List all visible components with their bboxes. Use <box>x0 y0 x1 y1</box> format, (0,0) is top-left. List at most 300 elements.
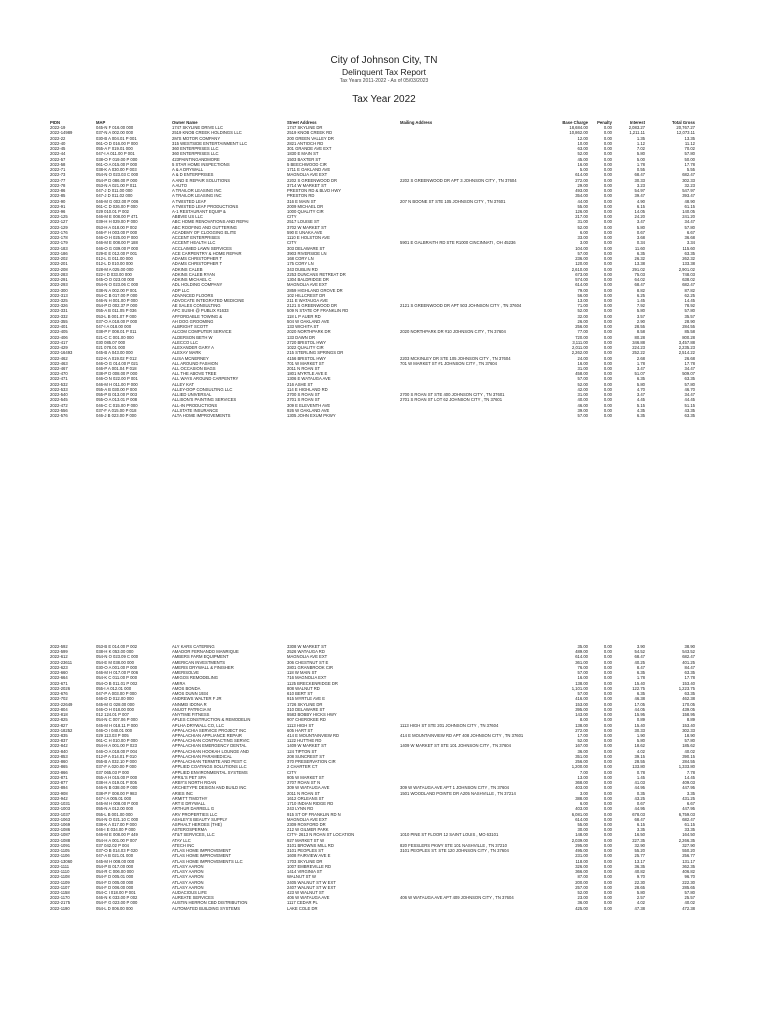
table-cell: 820 FESSLERS PKWY STE 101 NASHVILLE , TN 37210 <box>400 842 507 848</box>
table-cell: 2022-401 <box>50 324 68 330</box>
table-cell: ALTA HOME IMPROVEMENTS <box>172 413 231 419</box>
table-cell: 2022-127 <box>50 219 68 225</box>
table-cell: 30.33 <box>634 177 645 183</box>
table-cell: 2022-23611 <box>50 659 73 665</box>
table-cell: 0.00 <box>603 151 612 157</box>
table-cell: ALLSTATE INSURANCE <box>172 407 219 413</box>
table-cell: 054-N O 023.06 C 000 <box>96 282 139 288</box>
column-header: MAP <box>96 120 106 125</box>
table-cell: APPALACHIAN APPLIANCE REPAIR <box>172 732 242 738</box>
table-cell: 0.00 <box>603 167 612 173</box>
table-cell: 215 STERLING SPRINGS DR <box>287 350 344 356</box>
table-cell: 2022-1087 <box>50 832 71 838</box>
table-cell: 6.15 <box>636 821 645 827</box>
table-cell: 36.68 <box>684 235 695 241</box>
table-cell: 75.03 <box>634 271 645 277</box>
table-cell: 1.12 <box>636 140 645 146</box>
table-cell: 0.00 <box>603 685 612 691</box>
table-cell: 425.00 <box>575 905 588 911</box>
table-cell: 0.00 <box>603 900 612 906</box>
table-cell: 44.95 <box>634 785 645 791</box>
table-cell: 061-O D 016.00 P 000 <box>96 140 138 146</box>
table-cell: 5 BEECHWOOD CIR <box>287 161 327 167</box>
table-cell: 2526 WATAUGA RD <box>287 649 325 655</box>
table-cell: 4.35 <box>636 407 645 413</box>
table-cell: 2022-871 <box>50 774 68 780</box>
table-cell: 44.95 <box>634 806 645 812</box>
table-cell: APLES CONSTRUCTION & REMODELIN <box>172 717 251 723</box>
table-cell: 28.55 <box>634 759 645 765</box>
table-cell: 2022-676 <box>50 691 68 697</box>
table-cell: 0.00 <box>603 801 612 807</box>
table-cell: 2 CHARTER CT <box>287 764 318 770</box>
table-cell: 15.40 <box>634 722 645 728</box>
table-cell: 2202 S GREENWOOD DR APT 3 JOHNSON CITY , TN 37604 <box>400 177 517 183</box>
table-cell: 2011 N ROAN ST <box>287 790 320 796</box>
table-cell: 3308 W MARKET ST <box>287 644 327 649</box>
table-cell: 1,200.00 <box>571 764 588 770</box>
table-cell: 2121 S GREENWOOD DR APT 503 JOHNSON CITY , TN 37604 <box>400 303 522 309</box>
table-cell: 2022-293 <box>50 282 68 288</box>
table-cell: 2821 ANTIOCH RD <box>287 140 324 146</box>
table-cell: 30.00 <box>577 827 588 833</box>
table-cell: 310 DELAWARE ST <box>287 706 325 712</box>
table-cell: 1747 SKYLINE DR <box>287 125 323 131</box>
table-cell: 038-O F 019.00 P 000 <box>96 156 138 162</box>
table-cell: 489.00 <box>575 649 588 655</box>
table-cell: 406 W WATAUGA AVE APT 409 JOHNSON CITY , TN 37604 <box>400 895 514 901</box>
table-cell: 1.90 <box>636 732 645 738</box>
table-cell: 030 085.07 000 <box>96 339 126 345</box>
table-cell: 76.00 <box>577 664 588 670</box>
table-cell: 2,514.22 <box>678 350 695 356</box>
table-cell: 021-C C 001.00 000 <box>96 334 134 340</box>
table-cell: 2701 S ROAN ST <box>287 397 321 403</box>
table-cell: 4.70 <box>636 386 645 392</box>
table-cell: APPALACHIA SERVICE PROJECT INC <box>172 727 247 733</box>
table-cell: 346.88 <box>632 339 645 345</box>
table-cell: 414 E MOUNTAINVIEW RD APT 408 JOHNSON CITY , TN 37601 <box>400 732 524 738</box>
table-cell: 168 CORY LN <box>287 256 314 262</box>
table-cell: 678.03 <box>632 811 645 817</box>
table-cell: 2022-325 <box>50 297 68 303</box>
table-cell: 907 CHEROKEE RD <box>287 717 326 723</box>
table-cell: 1801 MYRTLE AVE E <box>287 371 328 377</box>
table-cell: 047-I A 011.00 P 001 <box>96 151 135 157</box>
table-cell: 2405 WALNUT ST W EXT <box>287 879 336 885</box>
table-cell: 054-P D 086.00 P 000 <box>96 177 138 183</box>
table-cell: 14.45 <box>684 297 695 303</box>
table-cell: 0.00 <box>603 874 612 880</box>
table-cell: 133 DAWN DR <box>287 334 315 340</box>
table-cell: MAGNOLIA AVE EXT <box>287 654 328 660</box>
table-cell: 63.35 <box>684 250 695 256</box>
table-cell: 2022-470 <box>50 371 68 377</box>
table-cell: AMERISOLVE <box>172 670 199 676</box>
table-cell: 2,901.02 <box>678 266 695 272</box>
table-cell: 2022-877 <box>50 780 68 786</box>
table-cell: ALLEY-OOP CONSULTING LLC <box>172 386 233 392</box>
table-cell: 7.92 <box>636 303 645 309</box>
table-cell: 045-M H 018.11 P 000 <box>96 722 138 728</box>
table-cell: 39.00 <box>577 407 588 413</box>
table-cell: 2022-355 <box>50 318 68 324</box>
table-cell: 2022-835 <box>50 732 68 738</box>
table-cell: 216 ASHE ST <box>287 381 313 387</box>
table-row <box>48 413 728 418</box>
table-cell: 2309 ROXFORD DR <box>287 821 326 827</box>
table-cell: 682.47 <box>682 282 695 288</box>
table-cell: 2,235.23 <box>678 345 695 351</box>
table-cell: 2022-96 <box>50 208 66 214</box>
table-cell: 2,262.00 <box>571 350 588 356</box>
table-cell: A TWISTED LEAF PRODUCTIONS <box>172 203 239 209</box>
table-cell: 1409 W MARKET ST <box>287 743 327 749</box>
table-cell: 037-F A 015.00 P 018 <box>96 407 137 413</box>
table-cell: 2022-125 <box>50 214 68 220</box>
table-cell: ALL AROUND FASHION <box>172 360 218 366</box>
table-cell: 2022-417 <box>50 339 68 345</box>
table-cell: 2022-176 <box>50 229 68 235</box>
table-cell: APPALACHIAN TERMITE AND PEST C <box>172 759 247 765</box>
table-cell: ATLAS HOME IMPROVEMENTS LLC <box>172 858 243 864</box>
table-cell: 3.47 <box>636 366 645 372</box>
table-cell: 284.55 <box>682 324 695 330</box>
table-cell: AMERICAN INVESTMENTS <box>172 659 226 665</box>
table-cell: ALDERSON BETH W <box>172 334 213 340</box>
table-cell: 1703 SKYLINE DR <box>287 858 323 864</box>
table-cell: 2859 HIGHLAND GROVE DR <box>287 287 343 293</box>
table-cell: 5.00 <box>579 167 588 173</box>
table-cell: 0.00 <box>603 759 612 765</box>
table-cell: 0.00 <box>603 863 612 869</box>
table-cell: 5.80 <box>636 308 645 314</box>
table-cell: 046-N K 033.00 P 002 <box>96 895 138 901</box>
table-cell: 046-F H 003.00 P 000 <box>96 229 138 235</box>
table-cell: 0.00 <box>603 350 612 356</box>
table-cell: 5.80 <box>636 381 645 387</box>
table-cell: 2022-40 <box>50 140 66 146</box>
table-cell: 306 CHESTNUT ST E <box>287 659 329 665</box>
table-cell: 28.55 <box>634 324 645 330</box>
table-cell: 462.38 <box>682 696 695 702</box>
table-cell: 2022-71 <box>50 167 66 173</box>
table-cell: A TRAILOR LEASING INC <box>172 193 222 199</box>
table-cell: 44.00 <box>577 198 588 204</box>
table-cell: ACCENT ENTERPRISES <box>172 235 220 241</box>
table-cell: 716 MAGNOLIA EXT <box>287 675 327 681</box>
table-cell: 012-P A 014.01 P 010 <box>96 753 137 759</box>
table-cell: 926 W OAKLAND AVE <box>287 407 330 413</box>
table-cell: 0.00 <box>603 816 612 822</box>
table-cell: 2022-1106 <box>50 853 70 859</box>
table-cell: 326.00 <box>575 863 588 869</box>
column-header: Street Address <box>287 120 317 125</box>
table-cell: ALL-IN PRODUCTIONS <box>172 402 218 408</box>
table-cell: 57.80 <box>684 890 695 896</box>
table-cell: 2022-908 <box>50 790 68 796</box>
table-cell: 2022-332 <box>50 313 68 319</box>
table-cell: 0.00 <box>603 905 612 911</box>
table-cell: 2022-22 <box>50 135 66 141</box>
table-cell: 0.00 <box>603 146 612 152</box>
table-cell: ATAY LLC <box>172 837 191 843</box>
table-cell: 6.35 <box>636 250 645 256</box>
table-cell: 343 DUBLIN RD <box>287 266 318 272</box>
table-cell: APRIL'S PET SPA <box>172 774 207 780</box>
table-cell: 2519 KNOB CREEK HOLDINGS LLC <box>172 130 242 136</box>
table-cell: 35.57 <box>684 313 695 319</box>
table-cell: 2.68 <box>636 355 645 361</box>
table-cell: 2519 KNOB CREEK RD <box>287 130 333 136</box>
table-cell: ADKINS MICHAEL C <box>172 277 212 283</box>
table-cell: 3.34 <box>686 240 695 246</box>
table-cell: 57.00 <box>577 691 588 697</box>
table-cell: 114 E HIGHLAND RD <box>287 386 328 392</box>
table-cell: 52.00 <box>577 224 588 230</box>
table-cell: 15.95 <box>634 712 645 718</box>
table-cell: CITY <box>287 769 297 775</box>
table-cell: 14.45 <box>684 774 695 780</box>
table-cell: 231.00 <box>575 853 588 859</box>
table-cell: AFFORDABLE TOWING & <box>172 313 223 319</box>
table-cell: 42.00 <box>577 386 588 392</box>
table-cell: 0.00 <box>603 156 612 162</box>
table-cell: 0.78 <box>636 769 645 775</box>
table-cell: 5.55 <box>686 167 695 173</box>
table-cell: AUSTIN HERRON CBD DISTRIBUTION <box>172 900 248 906</box>
table-cell: 256.00 <box>575 759 588 765</box>
table-cell: ARV PROPERTIES LLC <box>172 811 218 817</box>
table-cell: ALY KARS CATERING <box>172 644 215 649</box>
table-cell: 25.77 <box>634 853 645 859</box>
table-cell: 6.35 <box>636 691 645 697</box>
table-row <box>48 906 728 911</box>
table-cell: APPALACHIAN CONTRACTING SERVIC <box>172 738 250 744</box>
table-cell: 41.03 <box>634 780 645 786</box>
table-cell: 40.82 <box>634 869 645 875</box>
table-cell: 6.00 <box>579 229 588 235</box>
table-cell: 2022-556 <box>50 407 68 413</box>
table-cell: ART E DRYWALL <box>172 801 206 807</box>
table-cell: 046-P A 001.04 P 018 <box>96 366 137 372</box>
table-cell: 0.00 <box>603 722 612 728</box>
table-cell: 2022-1086 <box>50 827 71 833</box>
table-cell: ALLISON'S PAINTING SERVICES <box>172 397 237 403</box>
table-cell: 3.57 <box>636 313 645 319</box>
table-cell: 638.02 <box>682 277 695 283</box>
table-cell: 46.00 <box>577 402 588 408</box>
table-cell: 16.00 <box>577 675 588 681</box>
table-cell: 2022-202 <box>50 256 68 262</box>
table-cell: 2203 MCKINLEY DR STE 105 JOHNSON CITY , TN 37604 <box>400 355 511 361</box>
table-cell: 8.58 <box>636 329 645 335</box>
table-cell: 40.02 <box>684 748 695 754</box>
table-cell: 28.90 <box>684 318 695 324</box>
table-cell: 053-H A 018.00 P 002 <box>96 224 137 230</box>
table-cell: 102 HILLCREST DR <box>287 292 326 298</box>
table-cell: 153.40 <box>682 722 695 728</box>
table-cell: 2022-853 <box>50 753 68 759</box>
table-cell: 046-O A 018.00 P 004 <box>96 748 138 754</box>
table-cell: 055-B A 032.10 P 000 <box>96 759 137 765</box>
table-cell: ATLASY AARON <box>172 869 204 875</box>
table-cell: 0.00 <box>603 654 612 660</box>
table-cell: LAKE COLE DR <box>287 905 318 911</box>
table-cell: ABBVIE US LLC <box>172 214 203 220</box>
table-cell: 0.00 <box>603 879 612 885</box>
table-cell: 701 W MARKET ST <box>287 360 325 366</box>
table-cell: 118.00 <box>575 858 588 864</box>
table-cell: 2022-129 <box>50 224 68 230</box>
table-cell: 0.00 <box>603 753 612 759</box>
table-cell: 4.45 <box>636 397 645 403</box>
table-cell: 6.67 <box>686 229 695 235</box>
table-cell: A & D ENTERPRISES <box>172 172 214 178</box>
table-cell: 2022-1109 <box>50 879 70 885</box>
table-cell: 4.02 <box>636 900 645 906</box>
table-cell: 153.40 <box>682 680 695 686</box>
table-cell: 0.67 <box>636 801 645 807</box>
table-cell: 905 W MARKET ST <box>287 774 325 780</box>
table-cell: 054-N O 023.03 C 000 <box>96 172 139 178</box>
table-cell: 33.35 <box>684 827 695 833</box>
table-cell: ASTEROSPERMA <box>172 827 207 833</box>
table-cell: 054-F D 006.00 000 <box>96 884 134 890</box>
table-cell: 217.00 <box>575 214 588 220</box>
table-cell: 8.89 <box>686 717 695 723</box>
table-cell: 509.07 <box>682 371 695 377</box>
table-cell: 0.00 <box>603 696 612 702</box>
table-cell: 2022-44 <box>50 151 66 157</box>
table-cell: ALCOM COMPUTER SERVICE <box>172 329 232 335</box>
city-title: City of Johnson City, TN <box>330 55 438 66</box>
table-cell: 037-O B 014.03 P 020 <box>96 848 138 854</box>
table-cell: 046-C C 015.00 P 000 <box>96 402 138 408</box>
table-cell: 1.45 <box>636 774 645 780</box>
table-cell: 2022-1091 <box>50 842 71 848</box>
table-cell: 2022-623 <box>50 664 68 670</box>
table-cell: 061-C D 026.00 P 000 <box>96 203 138 209</box>
table-cell: 46.70 <box>684 386 695 392</box>
table-cell: 2022-1190 <box>50 905 70 911</box>
table-cell: 57.80 <box>684 381 695 387</box>
table-cell: 0.00 <box>603 743 612 749</box>
table-cell: 29.00 <box>577 182 588 188</box>
table-cell: 2,083.27 <box>628 125 645 131</box>
table-cell: AMIGOS REMODELING <box>172 675 219 681</box>
table-cell: 0.00 <box>603 140 612 146</box>
table-cell: 0.00 <box>603 706 612 712</box>
table-cell: 0.00 <box>603 774 612 780</box>
table-cell: 77.00 <box>577 329 588 335</box>
table-cell: 39.47 <box>634 193 645 199</box>
table-cell: 2202 S GREENWOOD DR <box>287 177 338 183</box>
tax-year-heading: Tax Year 2022 <box>352 94 416 105</box>
table-cell: 17.78 <box>684 161 695 167</box>
table-cell: AMOS DUNN 1934 <box>172 691 209 697</box>
table-cell: 0.00 <box>603 198 612 204</box>
table-cell: 10,862.00 <box>569 130 588 136</box>
table-cell: 354.00 <box>575 193 588 199</box>
table-cell: 2,039.00 <box>571 837 588 843</box>
table-cell: 2700 S ROAN ST STE 400 JOHNSON CITY , TN 37601 <box>400 392 505 398</box>
table-cell: 2022-1069 <box>50 821 71 827</box>
table-cell: CITY <box>287 214 297 220</box>
table-cell: ADVOCATE INTEGRATED MEDICINE <box>172 297 245 303</box>
table-cell: 64.02 <box>634 277 645 283</box>
table-cell: 393.47 <box>682 193 695 199</box>
table-cell: 68.47 <box>634 282 645 288</box>
table-cell: 2022-2026 <box>50 685 71 691</box>
table-cell: 2022-1111 <box>50 863 70 869</box>
table-cell: A AUTO <box>172 182 188 188</box>
table-cell: 148.00 <box>575 832 588 838</box>
table-cell: 0.00 <box>603 853 612 859</box>
table-cell: 0.00 <box>603 884 612 890</box>
table-cell: 673.00 <box>575 271 588 277</box>
table-cell: 0.00 <box>603 806 612 812</box>
table-cell: ATLAS HOME IMPROVEMENT <box>172 848 232 854</box>
table-cell: ACE CARPENTRY & HOME REPAIR <box>172 250 242 256</box>
table-cell: 2022-86 <box>50 188 66 194</box>
table-cell: 0.00 <box>603 738 612 744</box>
table-cell: 682.47 <box>682 816 695 822</box>
table-cell: 045-N F 016.00 000 <box>96 125 134 131</box>
table-cell: 046-D D 012.00 000 <box>96 696 134 702</box>
table-cell: 0.00 <box>603 229 612 235</box>
table-cell: 0.55 <box>636 167 645 173</box>
table-cell: 224.23 <box>632 345 645 351</box>
table-cell: MAGNOLIA AVE EXT <box>287 282 328 288</box>
table-cell: 87.00 <box>577 874 588 880</box>
table-cell: 046-J B 023.00 P 000 <box>96 413 137 419</box>
table-cell: 2022-671 <box>50 680 68 686</box>
table-cell: 055-A H 015.00 P 000 <box>96 774 138 780</box>
table-cell: 2022-818 <box>50 712 68 718</box>
table-cell: 495.00 <box>575 848 588 854</box>
table-cell: ARBY'S NORTH ROAN <box>172 780 217 786</box>
table-cell: 605 HART ST <box>287 727 313 733</box>
table-cell: 170.05 <box>682 701 695 707</box>
table-cell: 0.00 <box>603 402 612 408</box>
table-cell: 1.78 <box>636 675 645 681</box>
table-cell: ACCENT HEALTH LLC <box>172 240 216 246</box>
table-cell: 0.00 <box>603 135 612 141</box>
table-cell: 046-M E 008.00 P 471 <box>96 214 138 220</box>
table-cell: 2,011.00 <box>572 345 588 351</box>
table-cell: 046-M H 011.00 P 000 <box>96 381 138 387</box>
table-cell: 447.95 <box>682 785 695 791</box>
table-cell: 055-A F 019.01 000 <box>96 146 133 152</box>
table-cell: 0.00 <box>603 858 612 864</box>
table-cell: 295.00 <box>575 842 588 848</box>
table-cell: 401.25 <box>682 659 695 665</box>
table-cell: 2022-14989 <box>50 130 73 136</box>
table-cell: AFC SUSHI @ PUBLIX #1633 <box>172 308 229 314</box>
table-cell: 2022-825 <box>50 717 68 723</box>
table-cell: 7.02 <box>636 146 645 152</box>
table-cell: 24.20 <box>634 214 645 220</box>
table-cell: 1830 E MAIN ST <box>287 151 319 157</box>
table-cell: 57.00 <box>577 413 588 419</box>
table-cell: 0.00 <box>603 208 612 214</box>
table-cell: 39.15 <box>634 753 645 759</box>
table-cell: 038-P D 008.00 P 000 <box>96 371 138 377</box>
table-cell: 2,610.00 <box>571 266 588 272</box>
table-cell: 2022-326 <box>50 303 68 309</box>
table-cell: 366.00 <box>575 869 588 875</box>
